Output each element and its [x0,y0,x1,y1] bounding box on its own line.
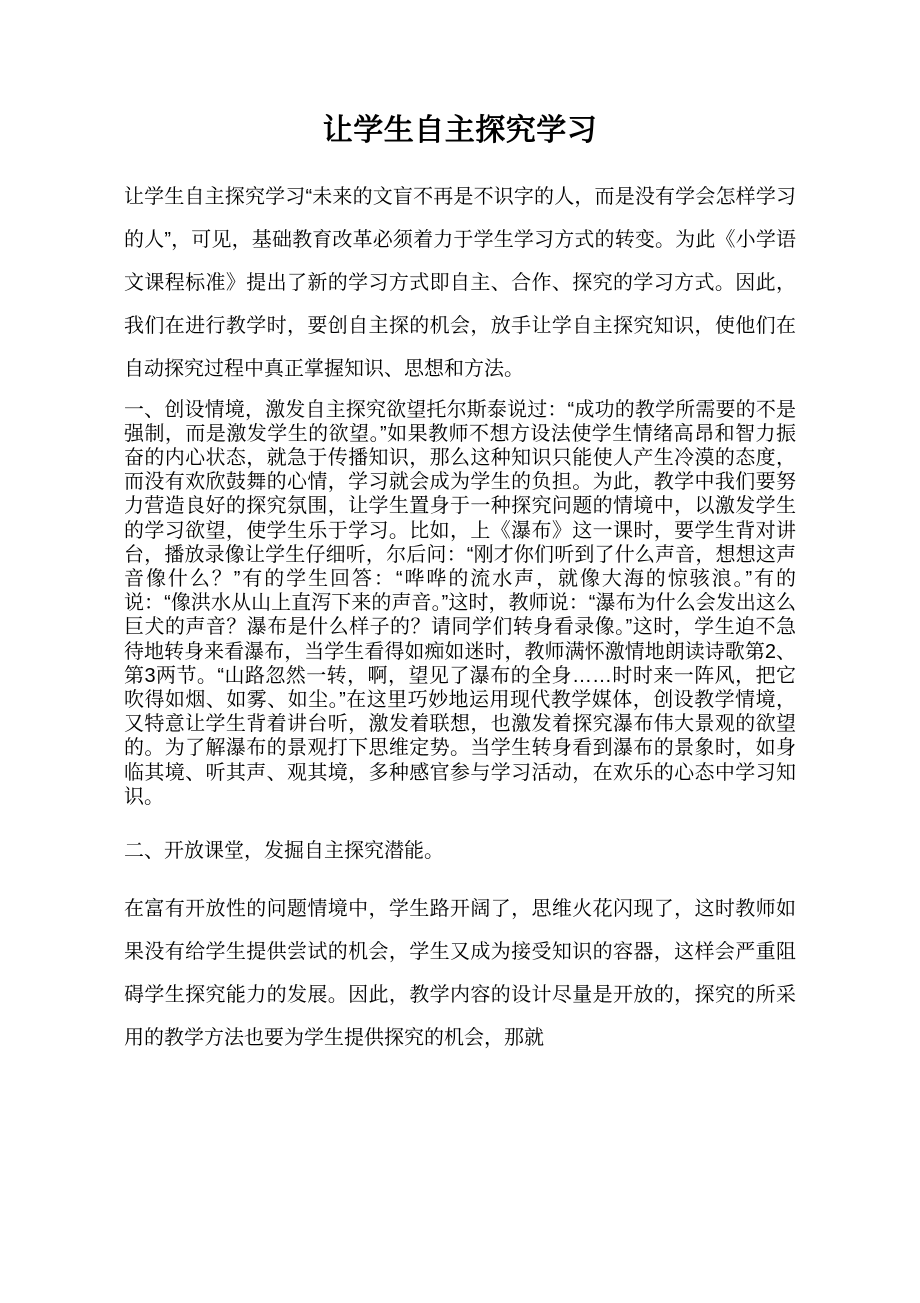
paragraph-section-one: 一、创设情境，激发自主探究欲望托尔斯泰说过：“成功的教学所需要的不是强制，而是激发学生的欲望。”如果教师不想方设法使学生情绪高昂和智力振奋的内心状态，就急于传播知识，那么这种知识只能使人产生冷漠的态度，而没有欢欣鼓舞的心情，学习就会成为学生的负担。为此，教学中我们要努力营造良好的探究氛围，让学生置身于一种探究问题的情境中，以激发学生的学习欲望，使学生乐于学习。比如，上《瀑布》这一课时，要学生背对讲台，播放录像让学生仔细听，尔后问：“刚才你们听到了什么声音，想想这声音像什么？”有的学生回答：“哗哗的流水声，就像大海的惊骇浪。”有的说：“像洪水从山上直泻下来的声音。”这时，教师说：“瀑布为什么会发出这么巨犬的声音？瀑布是什么样子的？请同学们转身看录像。”这时，学生迫不急待地转身来看瀑布，当学生看得如痴如迷时，教师满怀激情地朗读诗歌第2、第3两节。“山路忽然一转，啊，望见了瀑布的全身……时时来一阵风，把它吹得如烟、如雾、如尘。”在这里巧妙地运用现代教学媒体，创设教学情境，又特意让学生背着讲台听，激发着联想，也激发着探究瀑布伟大景观的欲望的。为了解瀑布的景观打下思维定势。当学生转身看到瀑布的景象时，如身临其境、听其声、观其境，多种感官参与学习活动，在欢乐的心态中学习知识。 [124,398,796,808]
paragraph-section-two-heading: 二、开放课堂，发掘自主探究潜能。 [124,839,444,862]
page-title: 让学生自主探究学习 [322,114,598,147]
paragraph-intro: 让学生自主探究学习“未来的文盲不再是不识字的人，而是没有学会怎样学习的人”，可见，基础教育改革必须着力于学生学习方式的转变。为此《小学语文课程标准》提出了新的学习方式即自主、合作、探究的学习方式。因此，我们在进行教学时，要创自主探的机会，放手让学自主探究知识，使他们在自动探究过程中真正掌握知识、思想和方法。 [124,185,796,380]
paragraph-closing: 在富有开放性的问题情境中，学生路开阔了，思维火花闪现了，这时教师如果没有给学生提供尝试的机会，学生又成为接受知识的容器，这样会严重阻碍学生探究能力的发展。因此，教学内容的设计尽量是开放的，探究的所采用的教学方法也要为学生提供探究的机会，那就 [124,897,796,1049]
document-body [124,0,796,1060]
